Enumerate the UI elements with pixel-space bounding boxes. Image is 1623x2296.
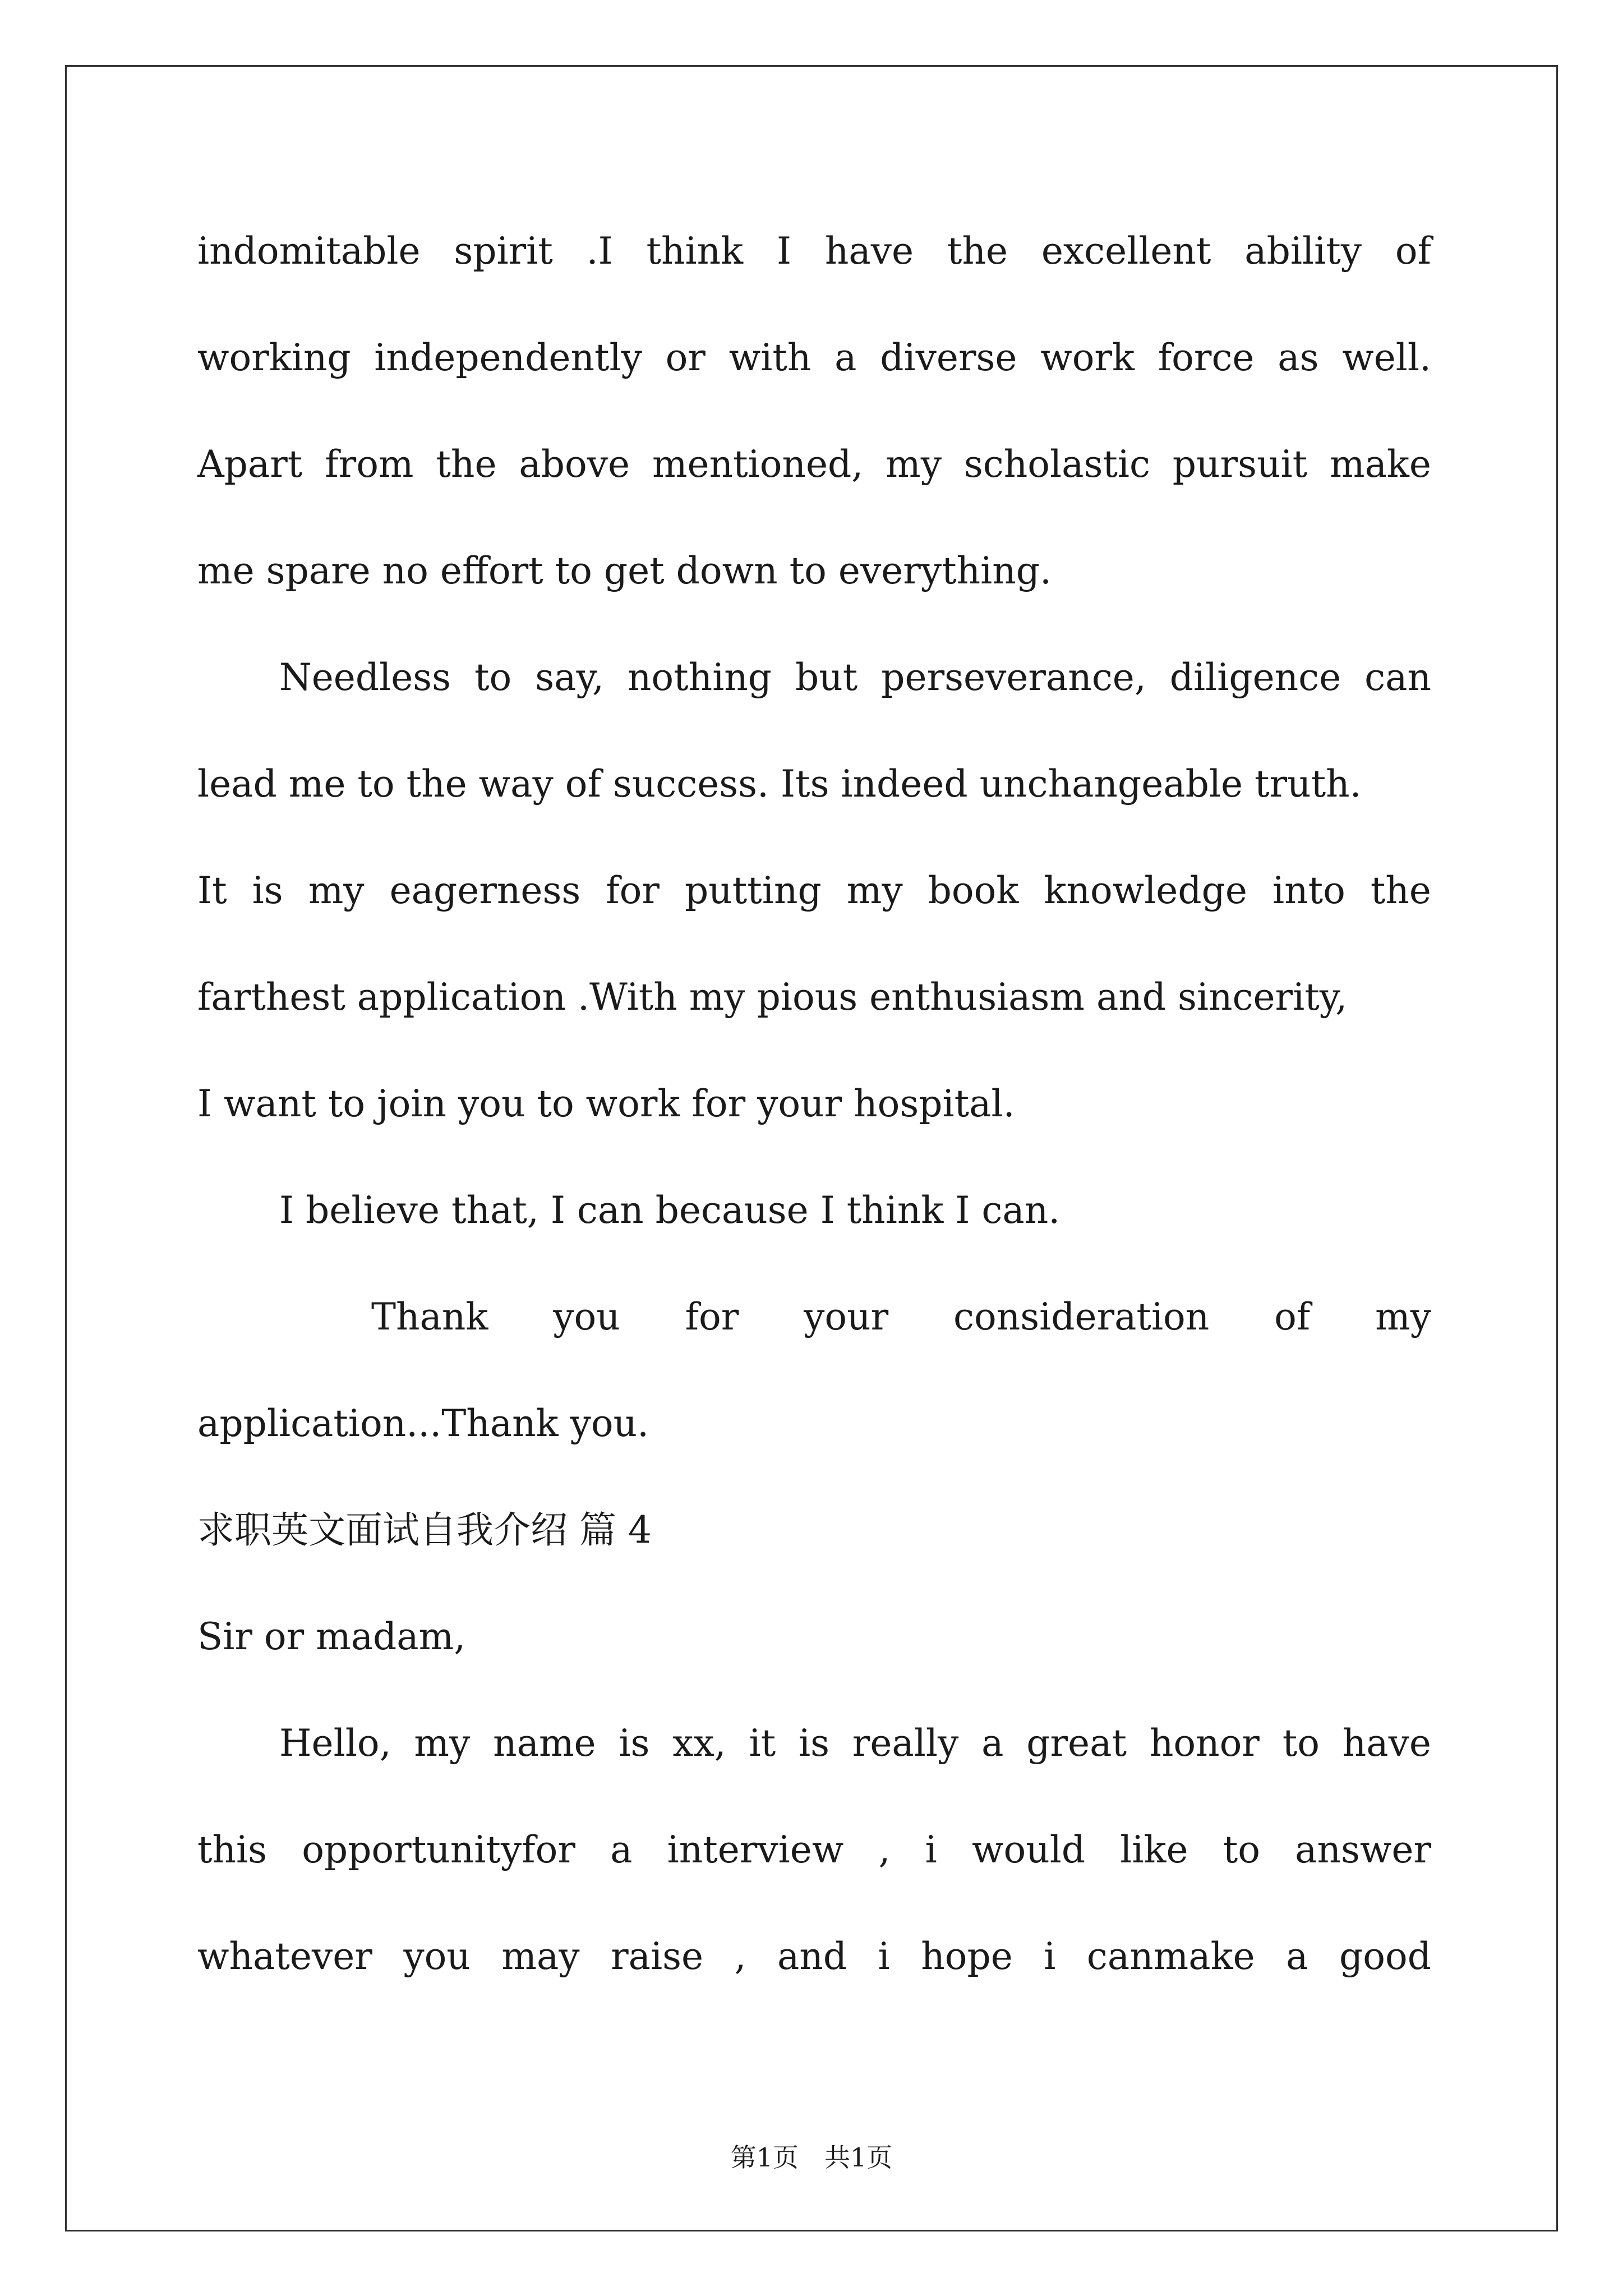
- text-line-10: I believe that, I can because I think I can.: [279, 1189, 1061, 1232]
- section-heading: 求职英文面试自我介绍 篇 4: [197, 1508, 652, 1552]
- text-line-9: I want to join you to work for your hospital.: [197, 1082, 1015, 1125]
- text-line-4: me spare no effort to get down to everything.: [197, 549, 1052, 592]
- text-line-8: farthest application .With my pious enthusiasm and sincerity,: [197, 976, 1348, 1019]
- page-footer: 第1页 共1页: [730, 2142, 893, 2173]
- text-line-5: Needless to say, nothing but perseverance, diligence can: [279, 656, 1431, 699]
- text-line-3: Apart from the above mentioned, my scholastic pursuit make: [197, 443, 1431, 486]
- text-line-11: Thank you for your consideration of my: [371, 1295, 1431, 1338]
- text-line-7: It is my eagerness for putting my book knowledge into the: [197, 869, 1431, 912]
- text-line-16: this opportunityfor a interview , i would like to answer: [197, 1828, 1431, 1871]
- page-border: [65, 65, 1558, 2231]
- salutation: Sir or madam,: [197, 1615, 466, 1658]
- text-line-12: application...Thank you.: [197, 1402, 649, 1445]
- text-line-15: Hello, my name is xx, it is really a great honor to have: [279, 1722, 1431, 1765]
- text-line-6: lead me to the way of success. Its indeed unchangeable truth.: [197, 762, 1362, 806]
- text-line-2: working independently or with a diverse work force as well.: [197, 336, 1431, 379]
- text-line-1: indomitable spirit .I think I have the excellent ability of: [197, 229, 1431, 273]
- text-line-17: whatever you may raise , and i hope i canmake a good: [197, 1935, 1431, 1978]
